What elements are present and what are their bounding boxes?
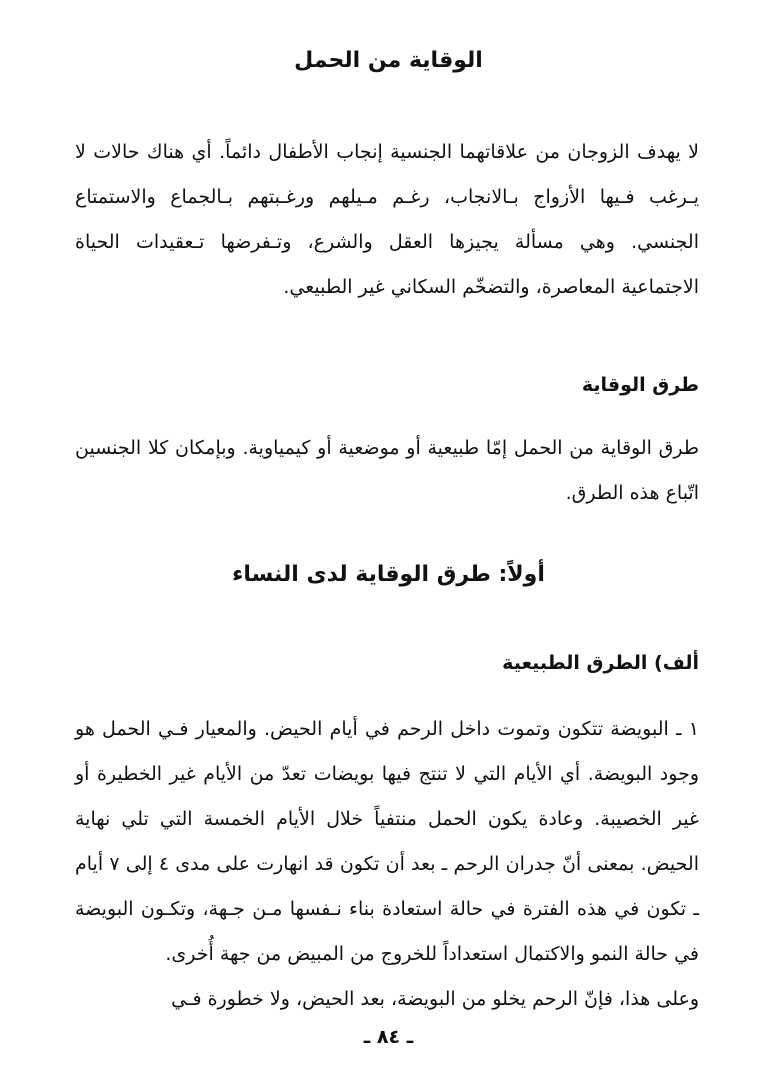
natural-methods-body	[75, 707, 699, 1022]
natural-paragraph: ١ ـ البويضة تتكون وتموت داخل الرحم في أيام الحيض. والمعيار فـي الحمل هو وجود البويضة. أي الأيام التي لا تنتج فيها بويضات تعدّ من الأيام غير الخطيرة أو غير الخصيبة. وعادة يكون الحمل منتفياً خلال الأيام الخمسة التي تلي نهاية الحيض. بمعنى أنّ جدران الرحم ـ بعد أن تكون قد انهارت على مدى ٤ إلى ٧ أيام ـ تكون في هذه الفترة في حالة استعادة بناء نـفسها مـن جـهة، وتكـون البويضة في حالة النمو والاكتمال استعداداً للخروج من المبيض من جهة أُخرى.	[75, 718, 699, 965]
page-number: ـ ٨٤ ـ	[363, 1026, 414, 1048]
natural-methods-heading: ألف) الطرق الطبيعية	[502, 652, 699, 674]
methods-heading: طرق الوقاية	[581, 374, 699, 396]
natural-paragraph-continued: وعلى هذا، فإنّ الرحم يخلو من البويضة، بعد الحيض، ولا خطورة فـي	[171, 988, 699, 1010]
methods-paragraph: طرق الوقاية من الحمل إمّا طبيعية أو موضعية أو كيمياوية. وبإمكان كلا الجنسين اتّباع هذه الطرق.	[75, 437, 699, 504]
intro-paragraph: لا يهدف الزوجان من علاقاتهما الجنسية إنجاب الأطفال دائماً. أي هناك حالات لا يـرغب فـيها الأزواج بـالانجاب، رغـم مـيلهم ورغـبتهم بـالجماع والاستمتاع الجنسي. وهي مسألة يجيزها العقل والشرع، وتـفرضها تـعقيدات الحياة الاجتماعية المعاصرة، والتضخّم السكاني غير الطبيعي.	[75, 141, 699, 298]
page-title: الوقاية من الحمل	[294, 48, 483, 73]
section-heading: أولاً: طرق الوقاية لدى النساء	[232, 562, 545, 587]
